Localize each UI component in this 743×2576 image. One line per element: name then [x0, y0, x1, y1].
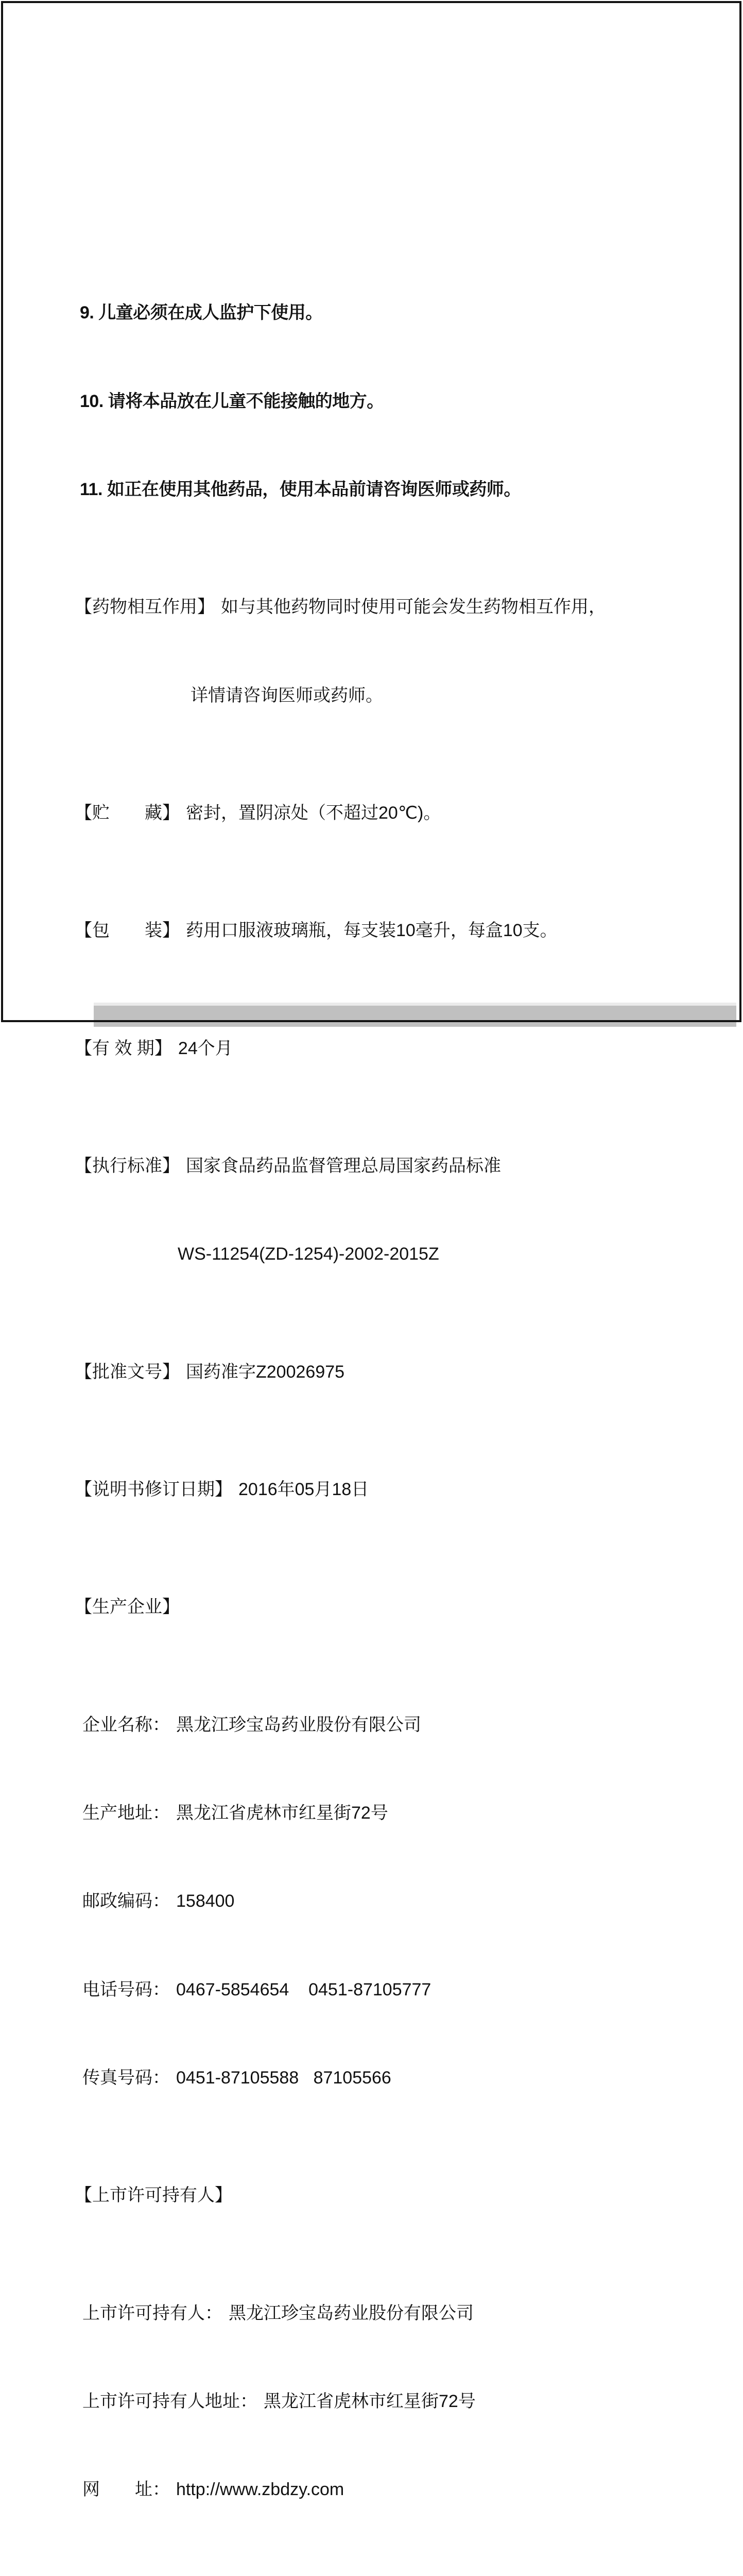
- postal-code-row: [75, 1887, 723, 1916]
- website-row: [75, 2475, 723, 2504]
- license-holder-address-row: [75, 2387, 723, 2416]
- standard-label: 【执行标准】: [75, 1156, 180, 1176]
- license-holder-name-row: [75, 2299, 723, 2328]
- storage-label: 【贮 藏】: [75, 803, 180, 823]
- package-value: 药用口服液玻璃瓶，每支装10毫升，每盒10支。: [186, 921, 558, 941]
- revision-date-value: 2016年05月18日: [238, 1480, 369, 1500]
- drug-interaction-label: 【药物相互作用】: [75, 597, 215, 617]
- postal-code-value: 158400: [176, 1891, 235, 1911]
- standard-line: [75, 1151, 723, 1181]
- revision-date-label: 【说明书修订日期】: [75, 1480, 232, 1500]
- standard-code: WS-11254(ZD-1254)-2002-2015Z: [178, 1244, 439, 1264]
- leaflet-text-block: [75, 210, 723, 2576]
- manufacturer-address-row: [75, 1799, 723, 1828]
- fax-number-value: 0451-87105588 87105566: [176, 2067, 391, 2088]
- manufacturer-section-header: 【生产企业】: [75, 1597, 180, 1617]
- website-label: 网 址：: [82, 2480, 170, 2500]
- approval-number: 国药准字Z20026975: [186, 1362, 345, 1382]
- precaution-item-11: 11. 如正在使用其他药品，使用本品前请咨询医师或药师。: [80, 479, 521, 499]
- manufacturer-name-value: 黑龙江珍宝岛药业股份有限公司: [176, 1715, 421, 1735]
- validity-label: 【有 效 期】: [75, 1038, 172, 1058]
- manufacturer-name-row: [75, 1710, 723, 1740]
- precaution-item-10: 10. 请将本品放在儿童不能接触的地方。: [80, 391, 384, 411]
- fax-number-row: [75, 2063, 723, 2093]
- revision-date-line: [75, 1475, 723, 1504]
- license-holder-section-header: 【上市许可持有人】: [75, 2185, 232, 2206]
- phone-number-label: 电话号码：: [82, 1979, 170, 1999]
- approval-line: [75, 1358, 723, 1387]
- postal-code-label: 邮政编码：: [82, 1891, 170, 1911]
- standard-value: 国家食品药品监督管理总局国家药品标准: [186, 1156, 501, 1176]
- package-label: 【包 装】: [75, 921, 180, 941]
- website-url: http://www.zbdzy.com: [176, 2480, 344, 2500]
- approval-label: 【批准文号】: [75, 1362, 180, 1382]
- bottom-gray-bar: [94, 1003, 736, 1027]
- manufacturer-address-label: 生产地址：: [82, 1803, 170, 1823]
- precaution-item-9: 9. 儿童必须在成人监护下使用。: [80, 303, 323, 323]
- manufacturer-name-label: 企业名称：: [82, 1715, 170, 1735]
- drug-interaction-continuation: 详情请咨询医师或药师。: [191, 685, 383, 705]
- package-line: [75, 916, 723, 945]
- manufacturer-address-value: 黑龙江省虎林市红星街72号: [176, 1803, 388, 1823]
- drug-interaction-line: [75, 592, 723, 622]
- fax-number-label: 传真号码：: [82, 2067, 170, 2088]
- license-holder-address-value: 黑龙江省虎林市红星街72号: [264, 2391, 476, 2411]
- drug-interaction-text: 如与其他药物同时使用可能会发生药物相互作用，: [221, 597, 606, 617]
- phone-number-row: [75, 1975, 723, 2005]
- license-holder-address-label: 上市许可持有人地址：: [82, 2391, 257, 2411]
- storage-value: 密封，置阴凉处（不超过20℃)。: [186, 803, 441, 823]
- license-holder-name-label: 上市许可持有人：: [82, 2303, 222, 2323]
- phone-number-value: 0467-5854654 0451-87105777: [176, 1979, 431, 1999]
- validity-value: 24个月: [178, 1038, 233, 1058]
- storage-line: [75, 799, 723, 828]
- license-holder-name-value: 黑龙江珍宝岛药业股份有限公司: [229, 2303, 474, 2323]
- validity-line: [75, 1034, 723, 1063]
